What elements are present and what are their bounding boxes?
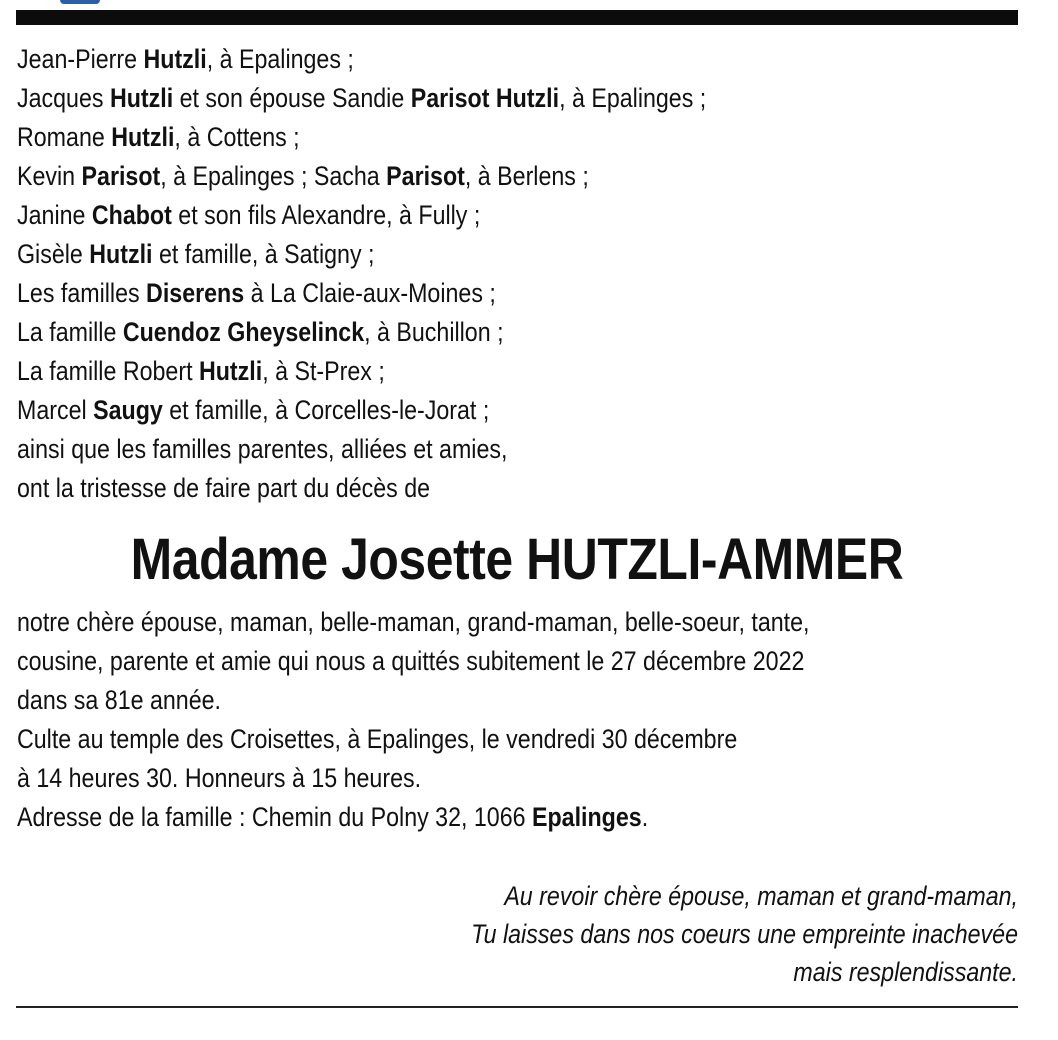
epitaph: [158, 877, 1018, 991]
family-surname: Hutzli: [143, 44, 207, 74]
family-text: ainsi que les familles parentes, alliées et amies,: [17, 434, 508, 464]
family-line: [17, 157, 877, 196]
deceased-name: Madame Josette HUTZLI-AMMER: [130, 527, 904, 592]
family-text: , à Berlens ;: [464, 161, 589, 191]
family-text: La famille: [17, 317, 123, 347]
family-text: Jacques: [17, 83, 110, 113]
epitaph-line: mais resplendissante.: [793, 957, 1018, 987]
family-line: [17, 313, 877, 352]
family-text: Kevin: [17, 161, 82, 191]
family-line: [17, 79, 877, 118]
family-text: et famille, à Corcelles-le-Jorat ;: [162, 395, 490, 425]
family-surname: Saugy: [93, 395, 163, 425]
family-text: ont la tristesse de faire part du décès de: [17, 473, 431, 503]
family-surname: Hutzli: [89, 239, 153, 269]
family-text: et son fils Alexandre, à Fully ;: [171, 200, 481, 230]
family-surname: Parisot: [81, 161, 161, 191]
epitaph-line: Au revoir chère épouse, maman et grand-maman,: [504, 881, 1018, 911]
family-text: Romane: [17, 122, 112, 152]
family-line: [17, 274, 877, 313]
family-line: [17, 391, 877, 430]
family-text: Jean-Pierre: [17, 44, 144, 74]
family-text: , à Cottens ;: [174, 122, 300, 152]
epitaph-line: Tu laisses dans nos coeurs une empreinte inachevée: [471, 919, 1019, 949]
family-text: et famille, à Satigny ;: [152, 239, 375, 269]
family-line: [17, 430, 877, 469]
family-surname: Chabot: [91, 200, 172, 230]
address-text: Adresse de la famille : Chemin du Polny 32, 1066: [17, 802, 533, 832]
family-line: [17, 235, 877, 274]
family-text: à La Claie-aux-Moines ;: [244, 278, 496, 308]
family-text: Les familles: [17, 278, 147, 308]
family-text: , à Epalinges ;: [559, 83, 707, 113]
family-address: [17, 798, 1032, 837]
bottom-divider: [16, 1006, 1018, 1008]
family-surname: Parisot: [386, 161, 465, 191]
family-surname: Diserens: [146, 278, 245, 308]
family-line: [17, 118, 877, 157]
family-text: Gisèle: [17, 239, 90, 269]
address-suffix: .: [641, 802, 649, 832]
family-surname: Parisot Hutzli: [410, 83, 560, 113]
family-text: et son épouse Sandie: [173, 83, 411, 113]
family-list: [17, 40, 877, 508]
family-text: La famille Robert: [17, 356, 199, 386]
family-text: , à St-Prex ;: [262, 356, 385, 386]
family-text: , à Buchillon ;: [364, 317, 504, 347]
family-text: , à Epalinges ; Sacha: [160, 161, 387, 191]
family-line: [17, 352, 877, 391]
header-accent: [60, 0, 100, 4]
family-surname: Hutzli: [109, 83, 174, 113]
family-line: [17, 469, 877, 508]
family-surname: Hutzli: [111, 122, 175, 152]
family-surname: Hutzli: [198, 356, 263, 386]
obituary-details: [17, 603, 1032, 837]
service-time-line: à 14 heures 30. Honneurs à 15 heures.: [17, 763, 422, 793]
family-text: Marcel: [17, 395, 94, 425]
service-line: Culte au temple des Croisettes, à Epalinges, le vendredi 30 décembre: [17, 724, 738, 754]
family-line: [17, 40, 877, 79]
address-city: Epalinges: [532, 802, 642, 832]
family-text: Janine: [17, 200, 92, 230]
family-surname: Cuendoz Gheyselinck: [122, 317, 365, 347]
details-line: notre chère épouse, maman, belle-maman, grand-maman, belle-soeur, tante,: [17, 607, 810, 637]
top-divider: [16, 10, 1018, 25]
family-line: [17, 196, 877, 235]
details-line: cousine, parente et amie qui nous a quittés subitement le 27 décembre 2022: [17, 646, 805, 676]
family-text: , à Epalinges ;: [206, 44, 354, 74]
details-line: dans sa 81e année.: [17, 685, 221, 715]
